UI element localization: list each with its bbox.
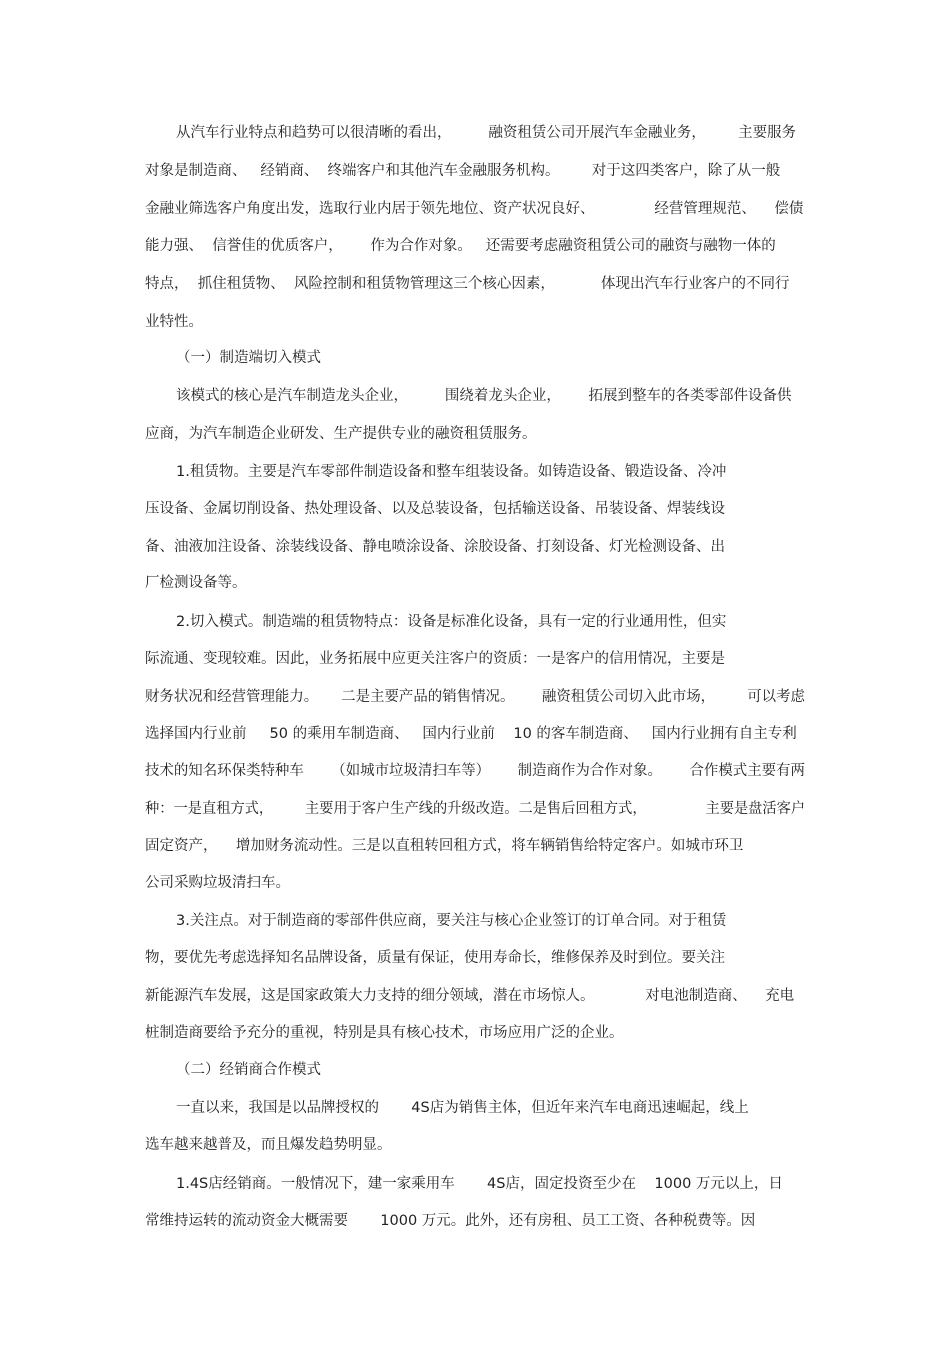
body-text-line: 业特性。 bbox=[145, 314, 203, 330]
body-text-line: 固定资产， 增加财务流动性。三是以直租转回租方式，将车辆销售给特定客户。如城市环卫 bbox=[145, 838, 744, 854]
section-heading: （二）经销商合作模式 bbox=[176, 1062, 321, 1078]
body-text-line: 种：一是直租方式， 主要用于客户生产线的升级改造。二是售后回租方式， 主要是盘活客户 bbox=[145, 801, 806, 817]
body-text-line: 际流通、变现较难。因此，业务拓展中应更关注客户的资质：一是客户的信用情况，主要是 bbox=[145, 651, 725, 667]
body-text-line: 该模式的核心是汽车制造龙头企业， 围绕着龙头企业， 拓展到整车的各类零部件设备供 bbox=[176, 388, 792, 404]
body-text-line: 应商，为汽车制造企业研发、生产提供专业的融资租赁服务。 bbox=[145, 426, 537, 442]
body-text-line: 常维持运转的流动资金大概需要 1000 万元。此外，还有房租、员工工资、各种税费等。因 bbox=[145, 1213, 756, 1229]
body-text-line: 1.租赁物。主要是汽车零部件制造设备和整车组装设备。如铸造设备、锻造设备、冷冲 bbox=[176, 464, 727, 480]
body-text-line: 能力强、 信誉佳的优质客户， 作为合作对象。 还需要考虑融资租赁公司的融资与融物一体的 bbox=[145, 238, 776, 254]
body-text-line: 金融业筛选客户角度出发，选取行业内居于领先地位、资产状况良好、 经营管理规范、 偿债 bbox=[145, 201, 804, 217]
body-text-line: 3.关注点。对于制造商的零部件供应商，要关注与核心企业签订的订单合同。对于租赁 bbox=[176, 913, 727, 929]
body-text-line: 选择国内行业前 50 的乘用车制造商、 国内行业前 10 的客车制造商、 国内行业拥有自主专利 bbox=[145, 726, 797, 742]
body-text-line: 桩制造商要给予充分的重视，特别是具有核心技术，市场应用广泛的企业。 bbox=[145, 1025, 624, 1041]
body-text-line: 厂检测设备等。 bbox=[145, 575, 247, 591]
body-text-line: 对象是制造商、 经销商、 终端客户和其他汽车金融服务机构。 对于这四类客户，除了从一般 bbox=[145, 163, 781, 179]
body-text-line: 新能源汽车发展，这是国家政策大力支持的细分领域，潜在市场惊人。 对电池制造商、 充电 bbox=[145, 988, 795, 1004]
body-text-line: 特点， 抓住租赁物、 风险控制和租赁物管理这三个核心因素， 体现出汽车行业客户的不同行 bbox=[145, 276, 790, 292]
body-text-line: 一直以来，我国是以品牌授权的 4S店为销售主体，但近年来汽车电商迅速崛起，线上 bbox=[176, 1100, 749, 1116]
body-text-line: 2.切入模式。制造端的租赁物特点：设备是标准化设备，具有一定的行业通用性，但实 bbox=[176, 614, 727, 630]
body-text-line: 技术的知名环保类特种车 （如城市垃圾清扫车等） 制造商作为合作对象。 合作模式主要有两 bbox=[145, 763, 805, 779]
body-text-line: 从汽车行业特点和趋势可以很清晰的看出， 融资租赁公司开展汽车金融业务， 主要服务 bbox=[176, 125, 797, 141]
body-text-line: 1.4S店经销商。一般情况下，建一家乘用车 4S店，固定投资至少在 1000 万元以上，日 bbox=[176, 1176, 783, 1192]
body-text-line: 选车越来越普及，而且爆发趋势明显。 bbox=[145, 1137, 392, 1153]
body-text-line: 压设备、金属切削设备、热处理设备、以及总装设备，包括输送设备、吊装设备、焊装线设 bbox=[145, 501, 725, 517]
section-heading: （一）制造端切入模式 bbox=[176, 350, 321, 366]
body-text-line: 财务状况和经营管理能力。 二是主要产品的销售情况。 融资租赁公司切入此市场， 可以考虑 bbox=[145, 689, 805, 705]
body-text-line: 备、油液加注设备、涂装线设备、静电喷涂设备、涂胶设备、打刻设备、灯光检测设备、出 bbox=[145, 539, 725, 555]
body-text-line: 公司采购垃圾清扫车。 bbox=[145, 875, 290, 891]
body-text-line: 物，要优先考虑选择知名品牌设备，质量有保证，使用寿命长，维修保养及时到位。要关注 bbox=[145, 950, 725, 966]
